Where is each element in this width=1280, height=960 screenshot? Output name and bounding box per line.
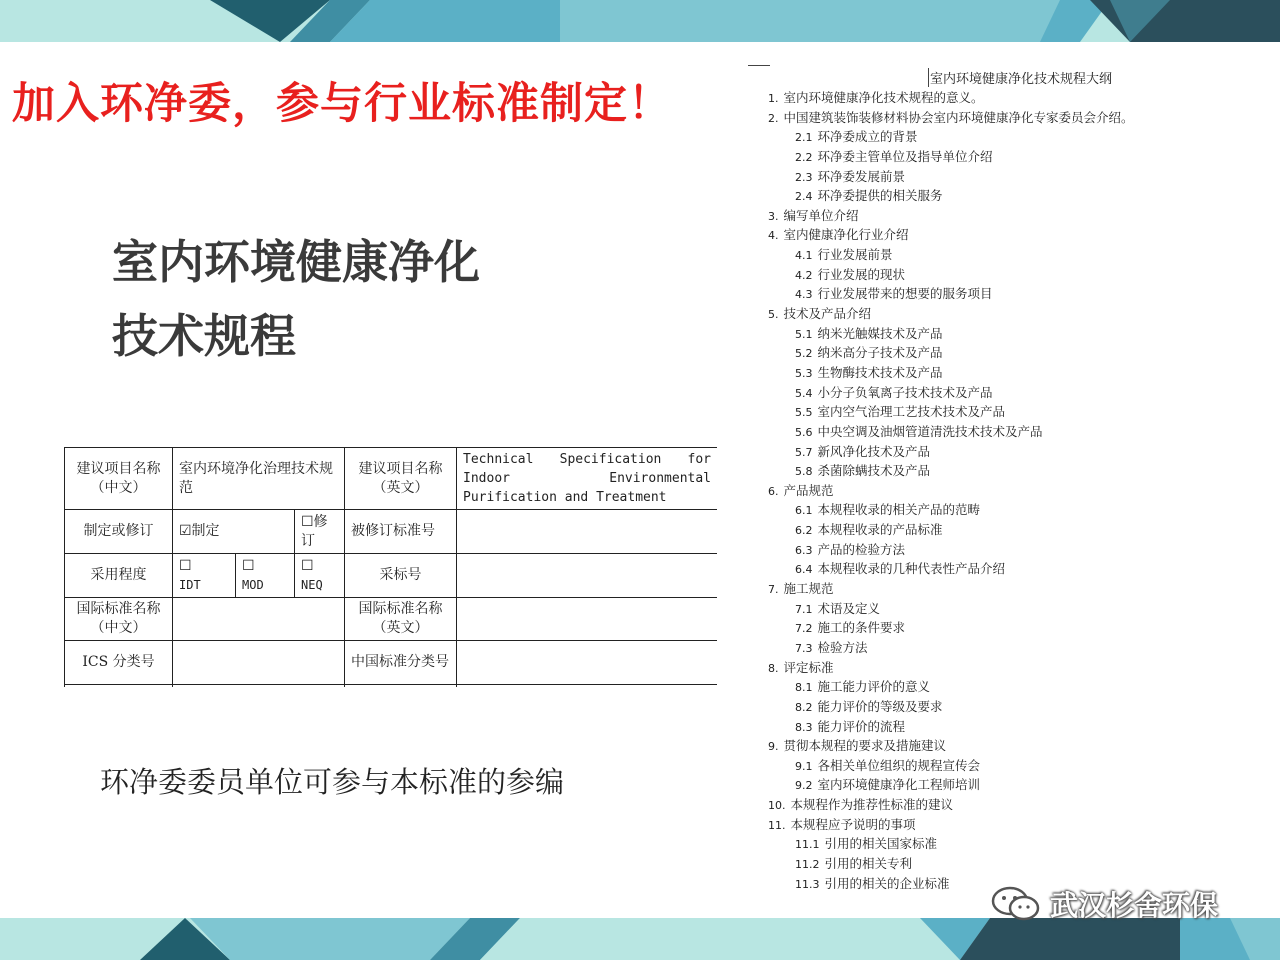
outline-item-text: 引用的相关专利 <box>824 855 913 871</box>
value-adopted-standard-no <box>457 554 717 598</box>
outline-item <box>768 599 1188 619</box>
outline-item-number: 5.3 <box>795 366 813 380</box>
outline-item-number: 10. <box>768 799 786 813</box>
outline-item-number: 2.3 <box>795 170 813 184</box>
outline-top-rule <box>748 65 770 66</box>
outline-item-number: 3. <box>768 209 779 223</box>
label-intl-standard-name-en: 国际标准名称（英文） <box>345 598 457 641</box>
outline-item-number: 5.1 <box>795 327 813 341</box>
outline-item-text: 本规程收录的产品标准 <box>817 522 943 538</box>
outline-item-text: 环净委成立的背景 <box>817 129 918 145</box>
document-title-line-1: 室内环境健康净化 <box>112 235 480 289</box>
outline-item-number: 11. <box>768 818 786 832</box>
label-idt: IDT <box>179 577 201 592</box>
label-china-standard-classification: 中国标准分类号 <box>345 641 457 685</box>
wechat-icon <box>990 886 1042 922</box>
outline-item-text: 施工规范 <box>783 581 834 597</box>
outline-item-number: 7.2 <box>795 622 813 636</box>
outline-item-number: 1. <box>768 92 779 105</box>
outline-item-number: 6.4 <box>795 563 813 577</box>
checkbox-mod[interactable]: ☐ <box>242 557 255 574</box>
outline-item-text: 本规程收录的相关产品的范畴 <box>817 502 981 518</box>
outline-item-text: 杀菌除螨技术及产品 <box>817 463 931 479</box>
form-row-classification <box>65 641 718 685</box>
outline-item <box>768 225 1188 245</box>
top-decorative-band <box>0 0 1280 42</box>
outline-item-text: 评定标准 <box>783 659 834 675</box>
form-row-cut-off <box>65 685 718 688</box>
form-row-formulate-or-revise <box>65 510 718 554</box>
bottom-decorative-band <box>0 918 1280 960</box>
outline-item-text: 本规程作为推荐性标准的建议 <box>790 797 954 813</box>
outline-item-text: 检验方法 <box>817 639 868 655</box>
document-title-line-2: 技术规程 <box>112 309 296 363</box>
watermark <box>990 884 1218 924</box>
checkbox-idt[interactable]: ☐ <box>179 557 192 574</box>
outline-item <box>768 442 1188 462</box>
label-adopted-standard-no: 采标号 <box>345 554 457 598</box>
outline-item <box>768 324 1188 344</box>
value-intl-standard-name-en <box>457 598 717 641</box>
outline-item-text: 环净委主管单位及指导单位介绍 <box>817 148 993 164</box>
outline-item-text: 术语及定义 <box>817 600 881 616</box>
outline-item-number: 5.6 <box>795 425 813 439</box>
outline-item <box>768 795 1188 815</box>
outline-item <box>768 363 1188 383</box>
outline-item-text: 纳米高分子技术及产品 <box>817 345 943 361</box>
outline-item-number: 2. <box>768 111 779 125</box>
outline-item-text: 施工能力评价的意义 <box>817 679 931 695</box>
outline-item-number: 4. <box>768 229 779 243</box>
outline-item-text: 室内环境健康净化工程师培训 <box>817 777 981 793</box>
outline-item-number: 7. <box>768 583 779 597</box>
outline-item-text: 室内环境健康净化技术规程的意义。 <box>783 90 984 105</box>
outline-item-number: 8.3 <box>795 720 813 734</box>
form-row-intl-standard-name <box>65 598 718 641</box>
outline-item <box>768 677 1188 697</box>
outline-item-number: 9.1 <box>795 759 813 773</box>
outline-item-text: 环净委发展前景 <box>817 168 906 184</box>
value-project-name-en: Technical Specification for Indoor Environmental Purification and Treatment <box>457 448 717 510</box>
outline-item-number: 8.2 <box>795 700 813 714</box>
outline-item <box>768 697 1188 717</box>
label-project-name-cn: 建议项目名称（中文） <box>65 448 173 510</box>
outline-item-text: 室内健康净化行业介绍 <box>783 227 909 243</box>
outline-item-number: 6.3 <box>795 543 813 557</box>
outline-item-text: 编写单位介绍 <box>783 207 859 223</box>
outline-item <box>768 520 1188 540</box>
outline-item-text: 能力评价的流程 <box>817 718 906 734</box>
outline-item-text: 能力评价的等级及要求 <box>817 698 943 714</box>
outline-item <box>768 540 1188 560</box>
outline-item-number: 5.7 <box>795 445 813 459</box>
outline-item <box>768 775 1188 795</box>
outline-item-text: 环净委提供的相关服务 <box>817 188 943 204</box>
outline-item-number: 9.2 <box>795 779 813 793</box>
outline-item-number: 2.2 <box>795 150 813 164</box>
label-revised-standard-no: 被修订标准号 <box>345 510 457 554</box>
page-title: 加入环净委，参与行业标准制定！ <box>12 79 672 129</box>
outline-item-text: 贯彻本规程的要求及措施建议 <box>783 738 947 754</box>
option-mod[interactable] <box>236 554 295 598</box>
outline-item-text: 产品的检验方法 <box>817 541 906 557</box>
label-ics-classification: ICS 分类号 <box>65 641 173 685</box>
outline-item <box>768 383 1188 403</box>
checkbox-neq[interactable]: ☐ <box>301 557 314 574</box>
outline-item-number: 6.2 <box>795 524 813 538</box>
outline-item-number: 2.1 <box>795 131 813 145</box>
outline-item <box>768 206 1188 226</box>
outline-item <box>768 618 1188 638</box>
form-row-adoption-degree <box>65 554 718 598</box>
outline-item-text: 中央空调及油烟管道清洗技术技术及产品 <box>817 423 1043 439</box>
outline-item-text: 行业发展带来的想要的服务项目 <box>817 286 993 302</box>
option-neq[interactable] <box>295 554 345 598</box>
watermark-text: 武汉杉舍环保 <box>1050 889 1219 922</box>
outline-item <box>768 500 1188 520</box>
outline-item <box>768 265 1188 285</box>
outline-item <box>768 186 1188 206</box>
outline-item-number: 8.1 <box>795 681 813 695</box>
outline-item <box>768 108 1188 128</box>
outline-item-number: 11.2 <box>795 857 820 871</box>
label-intl-standard-name-cn: 国际标准名称（中文） <box>65 598 173 641</box>
option-formulate[interactable]: ☑制定 <box>173 510 295 554</box>
outline-item-text: 生物酶技术技术及产品 <box>817 364 943 380</box>
value-project-name-cn: 室内环境净化治理技术规范 <box>173 448 345 510</box>
outline-item-text: 室内空气治理工艺技术技术及产品 <box>817 404 1006 420</box>
outline-item <box>768 756 1188 776</box>
outline-title: 室内环境健康净化技术规程大纲 <box>928 68 1112 87</box>
outline-item-number: 8. <box>768 661 779 675</box>
option-revise[interactable]: ☐修订 <box>295 510 345 554</box>
value-ics-classification <box>173 641 345 685</box>
outline-item <box>768 638 1188 658</box>
outline-item <box>768 854 1188 874</box>
outline-item-text: 引用的相关国家标准 <box>824 836 938 852</box>
outline-item-text: 施工的条件要求 <box>817 620 906 636</box>
outline-item <box>768 736 1188 756</box>
outline-item-text: 本规程应予说明的事项 <box>790 816 916 832</box>
outline-item-number: 5.8 <box>795 465 813 479</box>
label-mod: MOD <box>242 577 264 592</box>
value-intl-standard-name-cn <box>173 598 345 641</box>
option-idt[interactable] <box>173 554 236 598</box>
outline-item <box>768 559 1188 579</box>
outline-item <box>768 343 1188 363</box>
outline-item <box>768 579 1188 599</box>
outline-item-text: 行业发展的现状 <box>817 266 906 282</box>
outline-item <box>768 481 1188 501</box>
outline-item-number: 11.3 <box>795 877 820 891</box>
outline-item-number: 9. <box>768 740 779 754</box>
outline-item-text: 各相关单位组织的规程宣传会 <box>817 757 981 773</box>
outline-item-number: 6. <box>768 484 779 498</box>
outline-item-number: 5.2 <box>795 347 813 361</box>
label-project-name-en: 建议项目名称（英文） <box>345 448 457 510</box>
outline-item <box>768 147 1188 167</box>
outline-item-text: 本规程收录的几种代表性产品介绍 <box>817 561 1006 577</box>
outline-item <box>768 461 1188 481</box>
outline-item-text: 引用的相关的企业标准 <box>824 875 950 891</box>
outline-item-text: 纳米光触媒技术及产品 <box>817 325 943 341</box>
value-china-standard-classification <box>457 641 717 685</box>
value-revised-standard-no <box>457 510 717 554</box>
outline-item <box>768 284 1188 304</box>
caption-text: 环净委委员单位可参与本标准的参编 <box>100 765 565 799</box>
label-formulate-or-revise: 制定或修订 <box>65 510 173 554</box>
outline-list <box>768 88 1188 893</box>
outline-item-text: 行业发展前景 <box>817 247 893 263</box>
outline-item <box>768 717 1188 737</box>
outline-item <box>768 88 1188 108</box>
outline-item-number: 11.1 <box>795 838 820 852</box>
outline-item <box>768 815 1188 835</box>
outline-item-number: 4.1 <box>795 249 813 263</box>
outline-item <box>768 658 1188 678</box>
outline-item-number: 4.2 <box>795 268 813 282</box>
outline-item-number: 5.5 <box>795 406 813 420</box>
label-adoption-degree: 采用程度 <box>65 554 173 598</box>
label-neq: NEQ <box>301 577 323 592</box>
proposal-form <box>64 447 717 687</box>
form-row-project-name <box>65 448 718 510</box>
outline-item-number: 7.1 <box>795 602 813 616</box>
outline-item-text: 技术及产品介绍 <box>783 306 872 322</box>
outline-item <box>768 245 1188 265</box>
outline-item-number: 2.4 <box>795 190 813 204</box>
outline-item <box>768 422 1188 442</box>
outline-item-text: 小分子负氧离子技术技术及产品 <box>817 384 993 400</box>
outline-item <box>768 167 1188 187</box>
outline-item <box>768 402 1188 422</box>
outline-item-text: 中国建筑装饰装修材料协会室内环境健康净化专家委员会介绍。 <box>783 109 1134 125</box>
outline-item <box>768 834 1188 854</box>
outline-item-number: 5.4 <box>795 386 813 400</box>
outline-item <box>768 127 1188 147</box>
outline-item <box>768 304 1188 324</box>
outline-item-number: 7.3 <box>795 641 813 655</box>
outline-item-number: 4.3 <box>795 288 813 302</box>
outline-item-number: 6.1 <box>795 504 813 518</box>
outline-item-text: 产品规范 <box>783 482 834 498</box>
outline-item-text: 新风净化技术及产品 <box>817 443 931 459</box>
outline-item-number: 5. <box>768 308 779 322</box>
